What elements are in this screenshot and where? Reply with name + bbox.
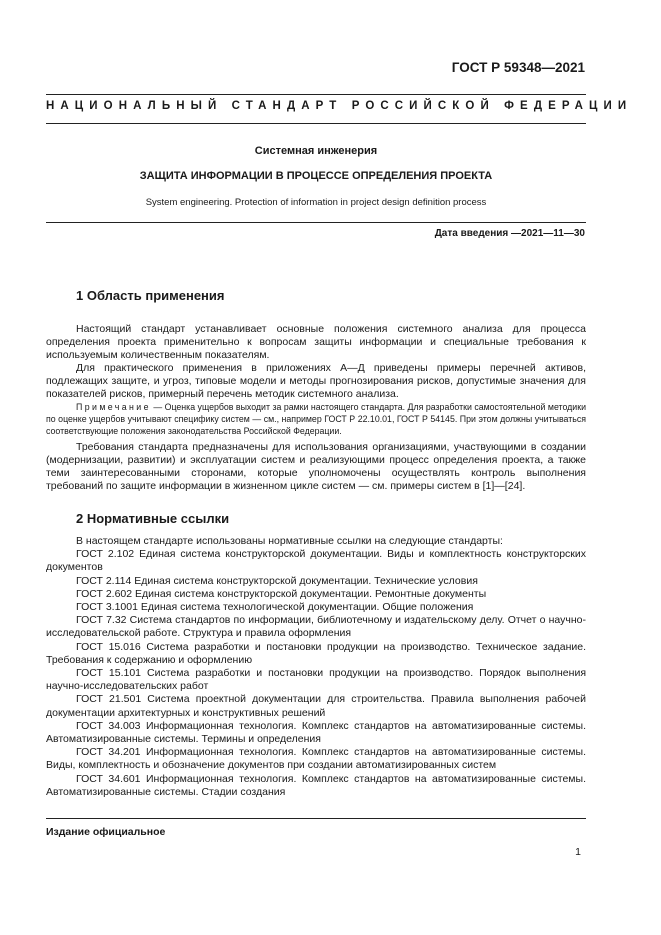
references-intro: В настоящем стандарте использованы нормативные ссылки на следующие стандарты: bbox=[76, 535, 503, 547]
reference-item: ГОСТ 2.102 Единая система конструкторской документации. Виды и комплектность конструкторских документов bbox=[46, 548, 586, 574]
title-divider bbox=[46, 222, 586, 223]
note-text: — Оценка ущербов выходит за рамки настоящего стандарта. Для разработки самостоятельной методики по оценке ущербов учитывают специфику систем — см., например ГОСТ Р 22.10.01, ГОСТ Р 54145. При этом должны учитываться соответствующие положения законодательства Российской Федерации. bbox=[46, 402, 586, 436]
reference-item: ГОСТ 21.501 Система проектной документации для строительства. Правила выполнения рабочей документации архитектурных и конструктивных решений bbox=[46, 693, 586, 719]
section-1-paragraph: Для практического применения в приложениях А—Д приведены примеры перечней активов, подлежащих защите, и угроз, типовые модели и методы прогнозирования рисков, допустимые значения для показателей рисков, примерный перечень методик системного анализа. bbox=[46, 362, 586, 400]
top-divider bbox=[46, 94, 586, 95]
section-1-body bbox=[46, 323, 586, 401]
section-1-note bbox=[46, 401, 586, 437]
document-subtitle: Системная инженерия bbox=[254, 145, 378, 157]
section-1-paragraph: Требования стандарта предназначены для использования организациями, участвующими в создании (модернизации, развитии) и эксплуатации систем и реализующими процесс определения проекта, а также теми заинтересованными сторонами, которые уполномочены осуществлять контроль выполнения требований по защите информации в жизненном цикле систем — см. примеры систем в [1]—[24]. bbox=[46, 441, 586, 492]
note-label: Примечание bbox=[76, 402, 151, 412]
document-title: ЗАЩИТА ИНФОРМАЦИИ В ПРОЦЕССЕ ОПРЕДЕЛЕНИЯ ПРОЕКТА bbox=[139, 170, 493, 182]
section-1-body-continued bbox=[46, 441, 586, 493]
gost-number: ГОСТ Р 59348—2021 bbox=[451, 60, 585, 75]
official-edition-label: Издание официальное bbox=[46, 826, 166, 838]
introduction-date: Дата введения —2021—11—30 bbox=[434, 228, 585, 239]
reference-item: ГОСТ 2.602 Единая система конструкторской документации. Ремонтные документы bbox=[76, 587, 487, 600]
section-2-heading: 2 Нормативные ссылки bbox=[76, 511, 230, 526]
normative-references-list bbox=[46, 535, 586, 799]
section-1-heading: 1 Область применения bbox=[76, 288, 225, 303]
section-1-paragraph: Настоящий стандарт устанавливает основные положения системного анализа для процесса определения проекта применительно к вопросам защиты информации и специальные требования к используемым количественным показателям. bbox=[46, 323, 586, 361]
national-divider bbox=[46, 123, 586, 124]
reference-item: ГОСТ 3.1001 Единая система технологической документации. Общие положения bbox=[76, 601, 474, 614]
footer-divider bbox=[46, 818, 586, 819]
reference-item: ГОСТ 15.101 Система разработки и постановки продукции на производство. Порядок выполнения научно-исследовательских работ bbox=[46, 667, 586, 693]
reference-item: ГОСТ 34.003 Информационная технология. Комплекс стандартов на автоматизированные системы. Автоматизированные системы. Термины и определения bbox=[46, 719, 586, 746]
reference-item: ГОСТ 2.114 Единая система конструкторской документации. Технические условия bbox=[76, 574, 478, 587]
reference-item: ГОСТ 15.016 Система разработки и постановки продукции на производство. Техническое задание. Требования к содержанию и оформлению bbox=[46, 640, 586, 666]
reference-item: ГОСТ 7.32 Система стандартов по информации, библиотечному и издательскому делу. Отчет о научно-исследовательской работе. Структура и правила оформления bbox=[46, 614, 586, 640]
reference-item: ГОСТ 34.601 Информационная технология. Комплекс стандартов на автоматизированные системы. Автоматизированные системы. Стадии создания bbox=[46, 772, 586, 798]
page-number: 1 bbox=[575, 846, 581, 858]
national-standard-heading: НАЦИОНАЛЬНЫЙ СТАНДАРТ РОССИЙСКОЙ ФЕДЕРАЦИИ bbox=[46, 100, 633, 112]
document-title-english: System engineering. Protection of information in project design definition process bbox=[145, 197, 487, 208]
reference-item: ГОСТ 34.201 Информационная технология. Комплекс стандартов на автоматизированные системы. Виды, комплектность и обозначение документов при создании автоматизированных систем bbox=[46, 746, 586, 772]
